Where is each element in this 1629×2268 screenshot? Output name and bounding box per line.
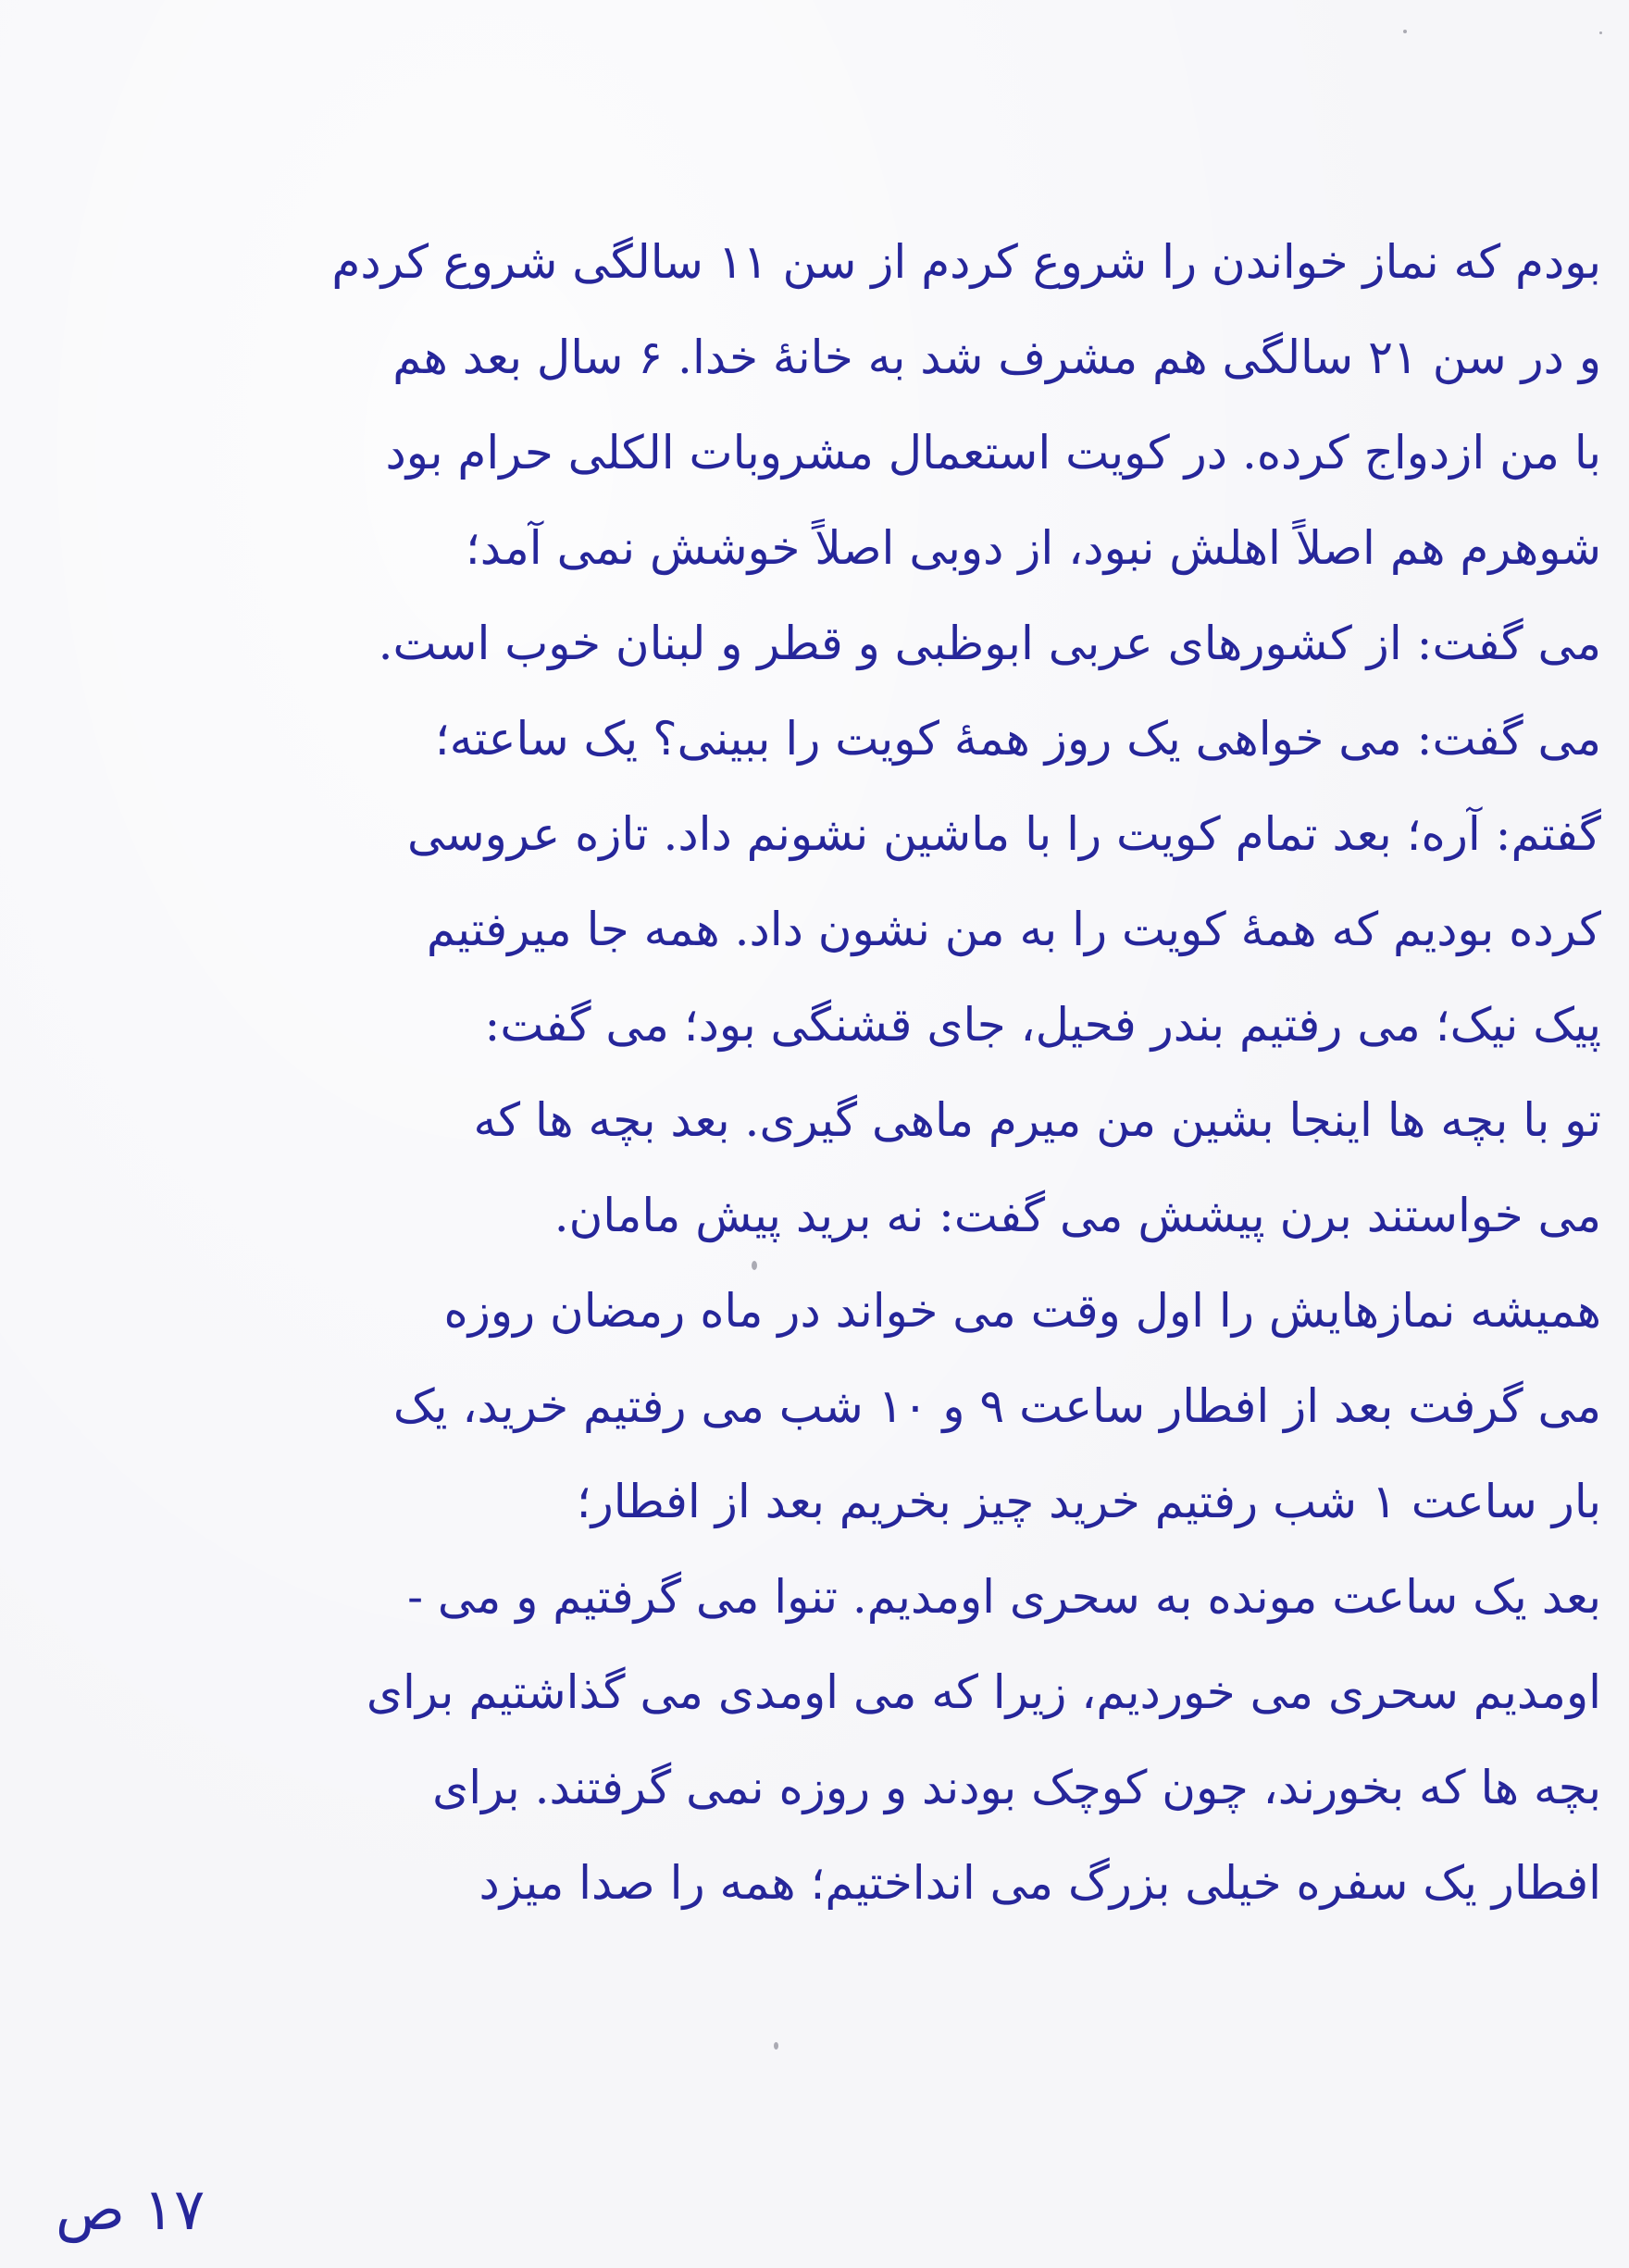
paper-speck <box>1403 30 1407 33</box>
text-line-7: گفتم: آره؛ بعد تمام کویت را با ماشین نشونم داد. تازه عروسی <box>407 807 1601 861</box>
text-line-6: می گفت: می خواهی یک روز همهٔ کویت را ببینی؟ یک ساعته؛ <box>434 712 1601 766</box>
text-line-4: شوهرم هم اصلاً اهلش نبود، از دوبی اصلاً خوشش نمی آمد؛ <box>465 521 1601 575</box>
paper-speck <box>1599 31 1602 34</box>
text-line-1: بودم که نماز خواندن را شروع کردم از سن ۱۱ سالگی شروع کردم <box>331 235 1601 289</box>
text-line-2: و در سن ۲۱ سالگی هم مشرف شد به خانهٔ خدا. ۶ سال بعد هم <box>392 330 1601 384</box>
page-number: ۱۷ ص <box>56 2175 205 2243</box>
text-line-8: کرده بودیم که همهٔ کویت را به من نشون داد. همه جا میرفتیم <box>426 903 1601 956</box>
handwritten-text-block <box>28 215 1601 1931</box>
text-line-11: می خواستند برن پیشش می گفت: نه برید پیش مامان. <box>553 1189 1601 1242</box>
text-line-3: با من ازدواج کرده. در کویت استعمال مشروبات الکلی حرام بود <box>385 426 1601 480</box>
text-line-14: بار ساعت ۱ شب رفتیم خرید چیز بخریم بعد از افطار؛ <box>576 1475 1601 1528</box>
text-line-5: می گفت: از کشورهای عربی ابوظبی و قطر و لبنان خوب است. <box>378 617 1601 670</box>
text-line-16: اومدیم سحری می خوردیم، زیرا که می اومدی می گذاشتیم برای <box>366 1665 1601 1719</box>
text-line-17: بچه ها که بخورند، چون کوچک بودند و روزه نمی گرفتند. برای <box>432 1761 1601 1814</box>
paper-speck <box>774 2042 778 2050</box>
text-line-15: بعد یک ساعت مونده به سحری اومدیم. تنوا می گرفتیم و می - <box>407 1570 1601 1624</box>
text-line-9: پیک نیک؛ می رفتیم بندر فحیل، جای قشنگی بود؛ می گفت: <box>484 998 1601 1052</box>
text-line-18: افطار یک سفره خیلی بزرگ می انداختیم؛ همه را صدا میزد <box>479 1856 1601 1910</box>
text-line-12: همیشه نمازهایش را اول وقت می خواند در ماه رمضان روزه <box>443 1284 1601 1338</box>
text-line-10: تو با بچه ها اینجا بشین من میرم ماهی گیری. بعد بچه ها که <box>473 1093 1601 1147</box>
text-line-13: می گرفت بعد از افطار ساعت ۹ و ۱۰ شب می رفتیم خرید، یک <box>392 1379 1601 1433</box>
